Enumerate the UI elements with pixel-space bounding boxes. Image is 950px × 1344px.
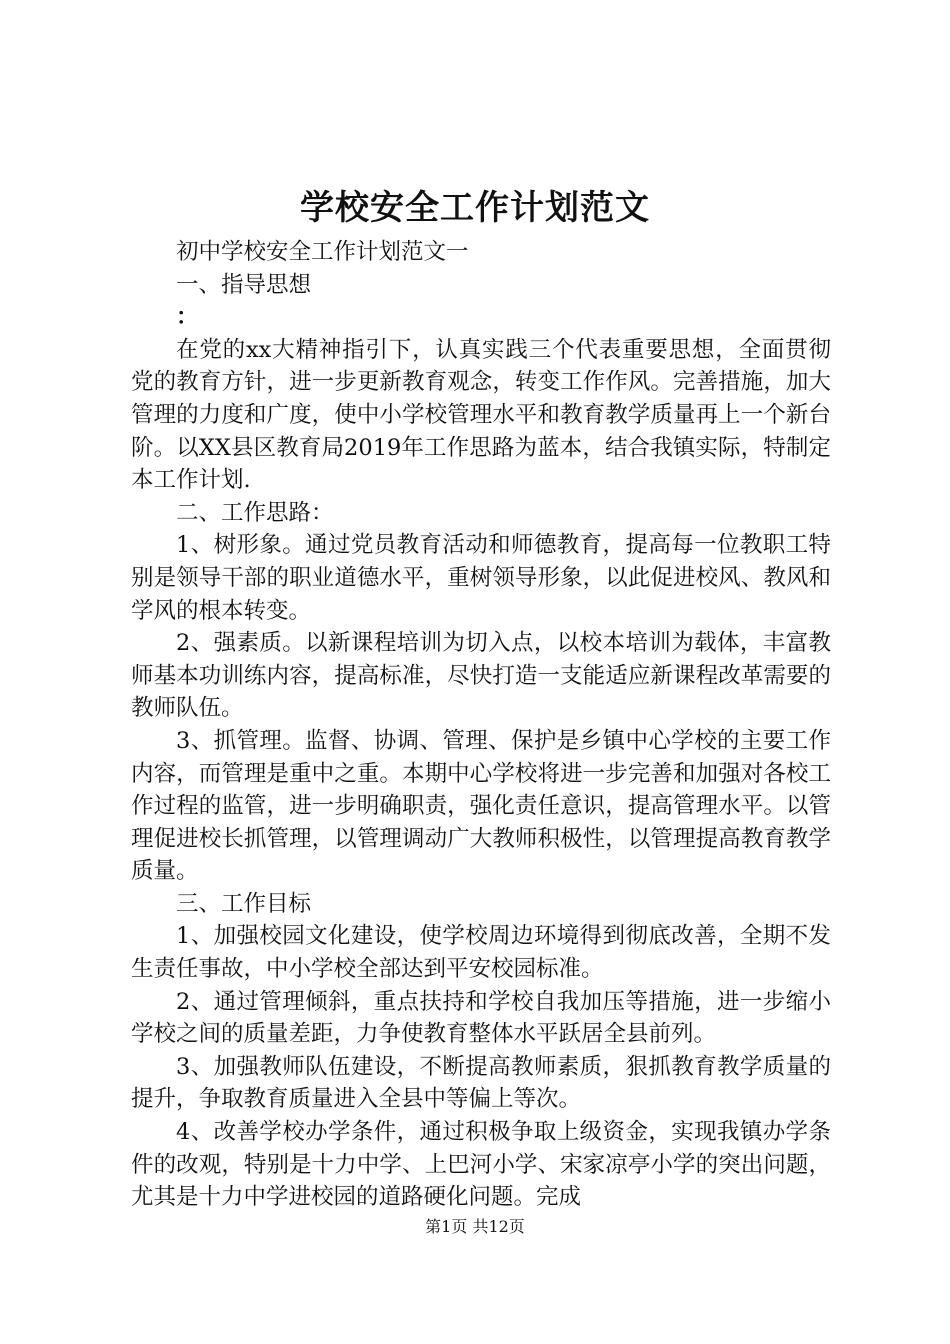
document-title: 学校安全工作计划范文	[300, 188, 650, 228]
paragraph: 2、强素质。以新课程培训为切入点，以校本培训为载体，丰富教师基本功训练内容，提高标准，尽快打造一支能适应新课程改革需要的教师队伍。	[131, 630, 831, 722]
paragraph: 3、加强教师队伍建设，不断提高教师素质，狠抓教育教学质量的提升，争取教育质量进入全县中等偏上等次。	[131, 1053, 831, 1113]
paragraph: 在党的xx大精神指引下，认真实践三个代表重要思想，全面贯彻党的教育方针，进一步更新教育观念，转变工作作风。完善措施，加大管理的力度和广度，使中小学校管理水平和教育教学质量再上一个新台阶。以XX县区教育局2019年工作思路为蓝本，结合我镇实际，特制定本工作计划.	[131, 336, 831, 494]
page-number: 第1页 共12页	[425, 1217, 525, 1236]
document-body	[131, 236, 831, 1214]
section-heading: 二、工作思路：	[176, 499, 334, 526]
paragraph: 3、抓管理。监督、协调、管理、保护是乡镇中心学校的主要工作内容，而管理是重中之重。本期中心学校将进一步完善和加强对各校工作过程的监管，进一步明确职责，强化责任意识，提高管理水平。以管理促进校长抓管理，以管理调动广大教师积极性，以管理提高教育教学质量。	[131, 727, 831, 885]
section-heading: 三、工作目标	[176, 890, 312, 917]
paragraph: 4、改善学校办学条件，通过积极争取上级资金，实现我镇办学条件的改观，特别是十力中学、上巴河小学、宋家凉亭小学的突出问题，尤其是十力中学进校园的道路硬化问题。完成	[131, 1119, 831, 1211]
paragraph: 初中学校安全工作计划范文一	[176, 239, 469, 265]
paragraph: 1、树形象。通过党员教育活动和师德教育，提高每一位教职工特别是领导干部的职业道德水平，重树领导形象，以此促进校风、教风和学风的根本转变。	[131, 532, 831, 624]
paragraph: 1、加强校园文化建设，使学校周边环境得到彻底改善，全期不发生责任事故，中小学校全部达到平安校园标准。	[131, 923, 831, 983]
paragraph: 2、通过管理倾斜，重点扶持和学校自我加压等措施，进一步缩小学校之间的质量差距，力争使教育整体水平跃居全县前列。	[131, 988, 831, 1048]
section-heading: 一、指导思想	[176, 271, 312, 298]
paragraph: ：	[176, 304, 199, 331]
